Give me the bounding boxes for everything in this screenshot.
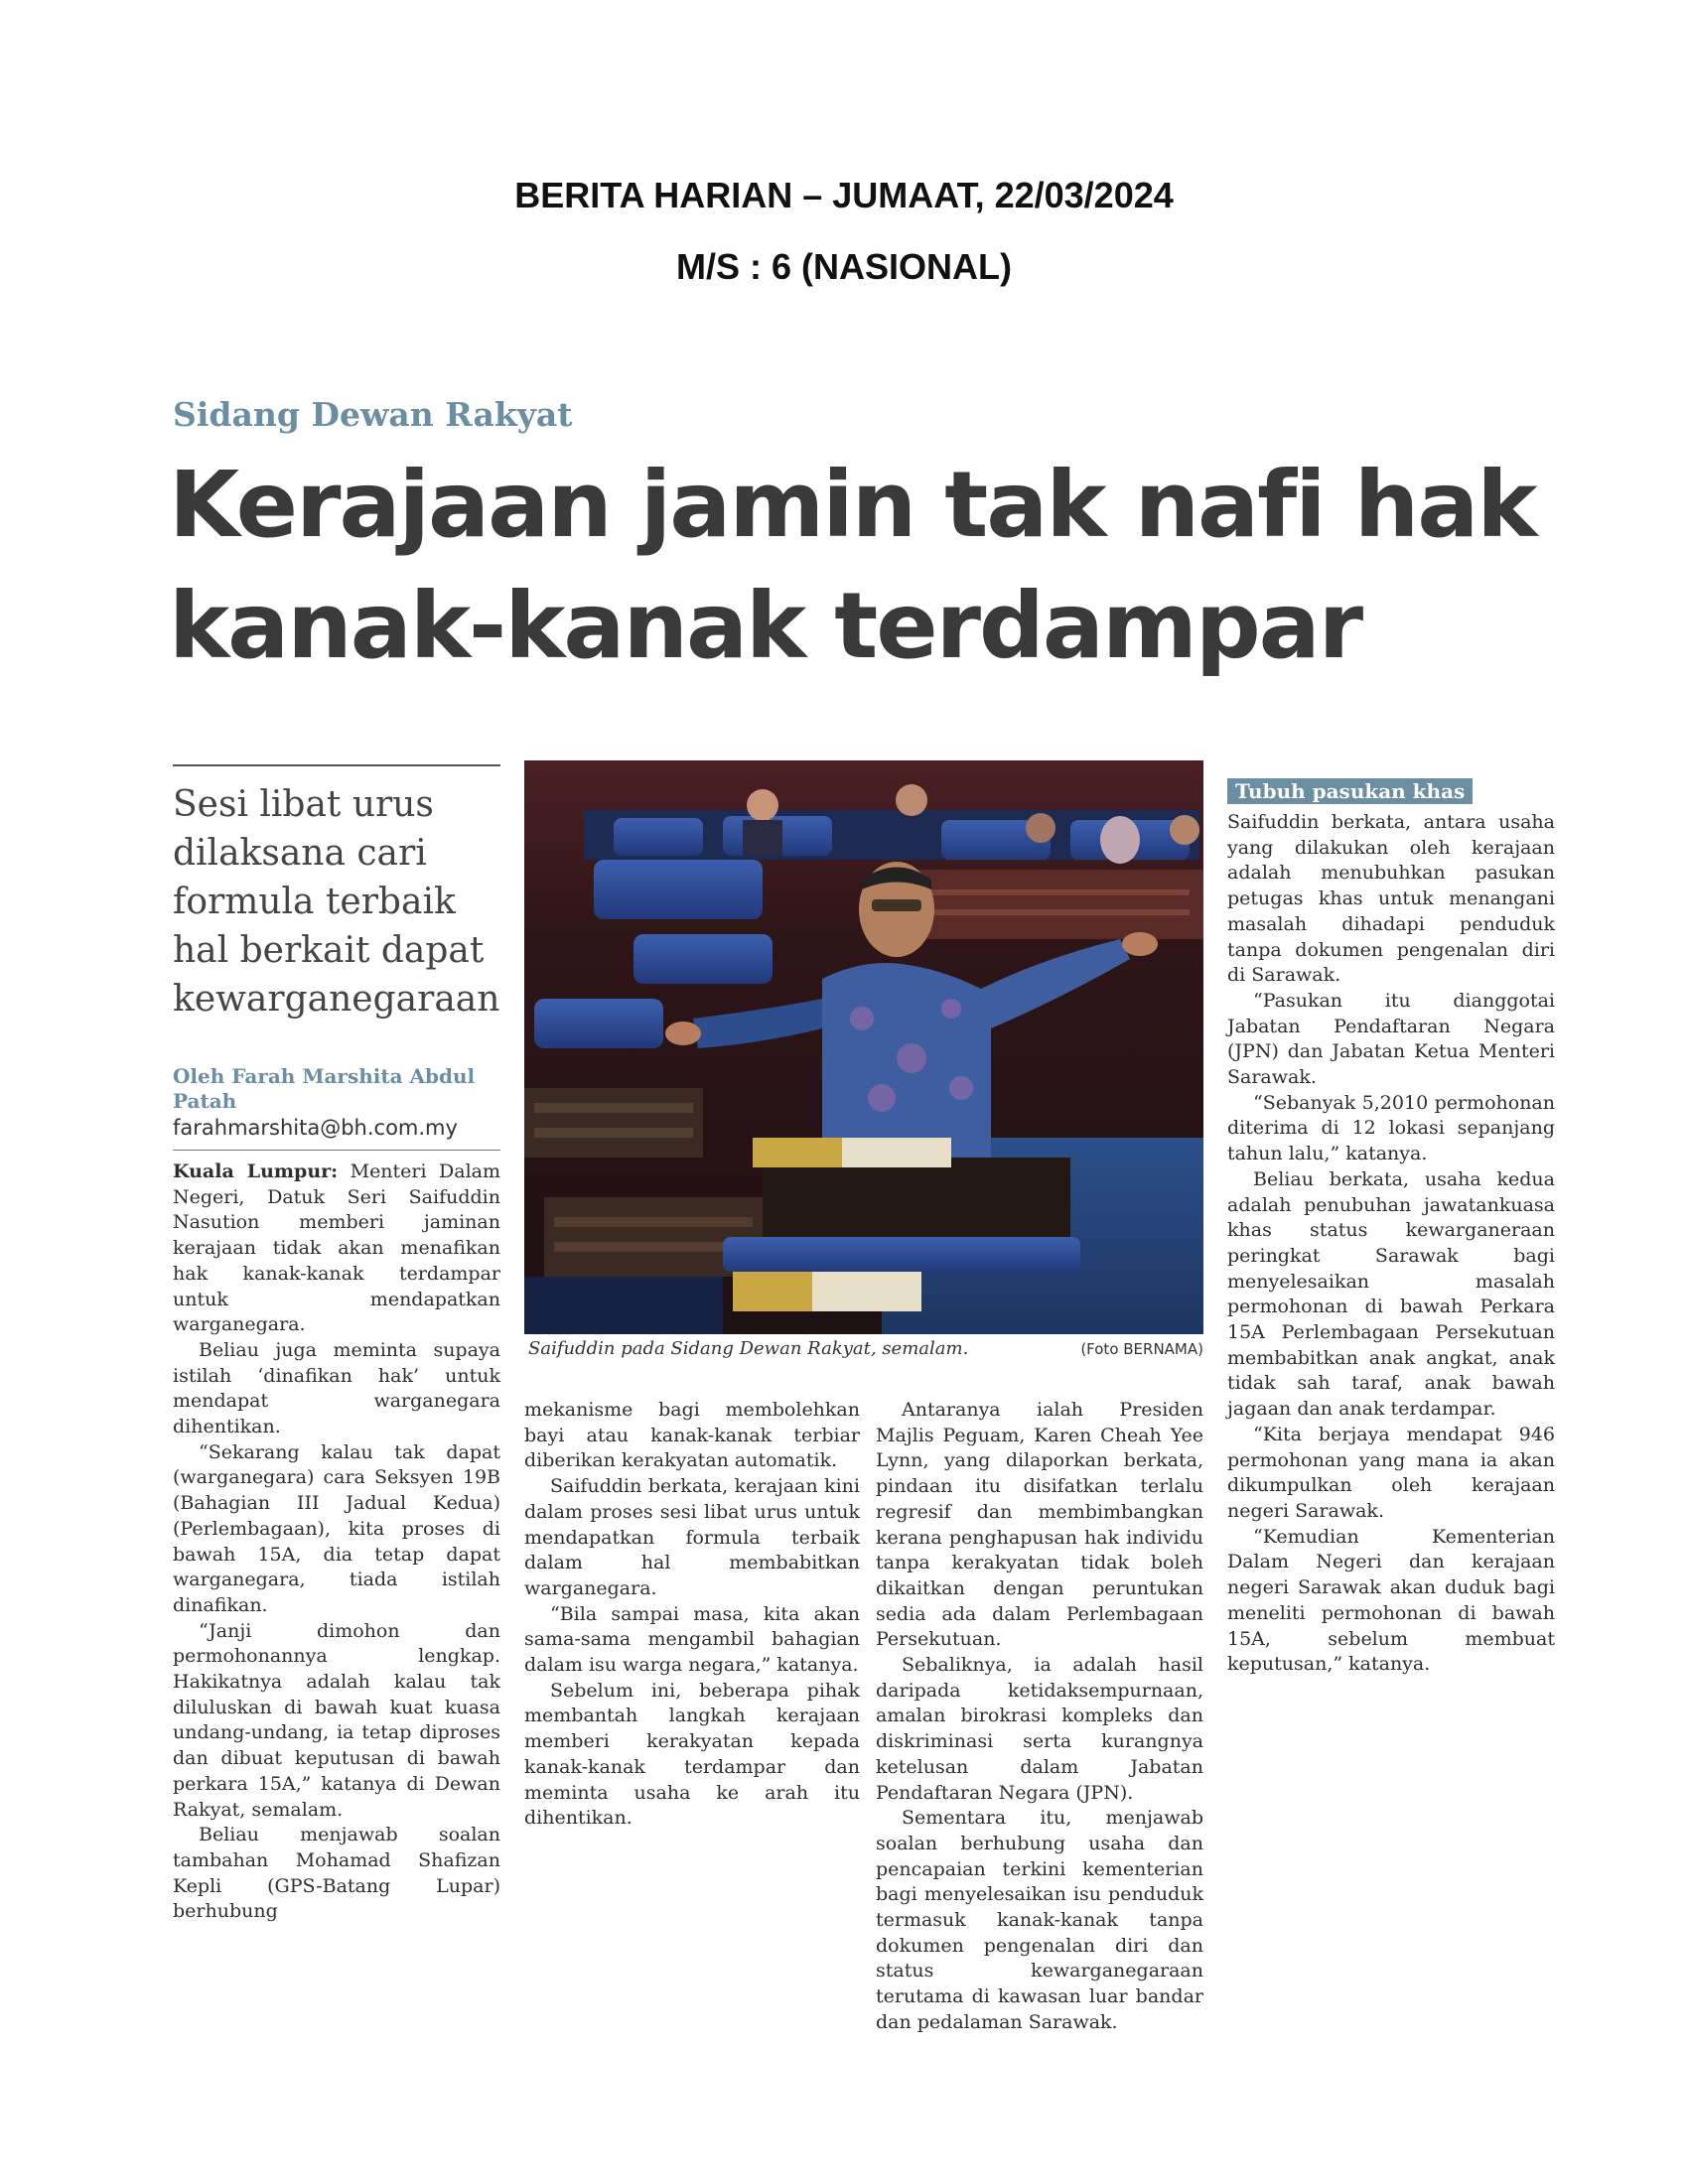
body-column-3 bbox=[876, 1398, 1203, 2033]
body-paragraph: Sebelum ini, beberapa pihak membantah langkah kerajaan memberi kerakyatan kepada kanak-kanak terdampar dan meminta usaha ke arah itu dihentikan. bbox=[524, 1679, 860, 1830]
headline-line-1: Kerajaan jamin tak nafi hak bbox=[169, 452, 1536, 558]
body-paragraph: “Sebanyak 5,2010 permohonan diterima di 12 lokasi sepanjang tahun lalu,” katanya. bbox=[1227, 1091, 1555, 1165]
kicker: Sidang Dewan Rakyat bbox=[173, 395, 573, 434]
deck-line: dilaksana cari bbox=[173, 833, 427, 874]
byline-rule bbox=[173, 1150, 500, 1151]
body-paragraph: Beliau berkata, usaha kedua adalah penubuhan jawatankuasa khas status kewarganeraan peringkat Sarawak bagi menyelesaikan masalah permohonan di bawah Perkara 15A Perlembagaan Persekutuan membabitkan anak angkat, anak tidak sah taraf, anak bawah jagaan dan anak terdampar. bbox=[1227, 1167, 1555, 1421]
deck-line: formula terbaik bbox=[173, 882, 456, 922]
body-paragraph: “Janji dimohon dan permohonannya lengkap. Hakikatnya adalah kalau tak diluluskan di bawah kuat kuasa undang-undang, ia tetap diproses dan dibuat keputusan di bawah perkara 15A,” katanya di Dewan Rakyat, semalam. bbox=[173, 1619, 500, 1821]
deck-line: Sesi libat urus bbox=[173, 784, 434, 825]
body-paragraph: Sebaliknya, ia adalah hasil daripada ketidaksempurnaan, amalan birokrasi kompleks dan diskriminasi serta kurangnya ketelusan dalam Jabatan Pendaftaran Negara (JPN). bbox=[876, 1654, 1203, 1804]
deck-line: kewarganegaraan bbox=[173, 979, 500, 1020]
masthead-title: BERITA HARIAN – JUMAAT, 22/03/2024 bbox=[514, 175, 1174, 215]
byline: Oleh Farah Marshita Abdul Patah bbox=[173, 1064, 476, 1113]
deck-rule bbox=[173, 764, 500, 766]
masthead-page: M/S : 6 (NASIONAL) bbox=[676, 246, 1012, 287]
body-paragraph: Beliau juga meminta supaya istilah ‘dinafikan hak’ untuk mendapat warganegara dihentikan. bbox=[173, 1338, 500, 1438]
body-paragraph bbox=[173, 1160, 500, 1338]
body-paragraph: Saifuddin berkata, antara usaha yang dilakukan oleh kerajaan adalah menubuhkan pasukan petugas khas untuk menangani masalah dihadapi penduduk tanpa dokumen pengenalan diri di Sarawak. bbox=[1227, 811, 1555, 987]
headline bbox=[169, 445, 1559, 687]
news-photo bbox=[524, 760, 1203, 1334]
body-paragraph: Saifuddin berkata, kerajaan kini dalam proses sesi libat urus untuk mendapatkan formula terbaik dalam hal membabitkan warganegara. bbox=[524, 1475, 860, 1599]
body-paragraph: “Kemudian Kementerian Dalam Negeri dan kerajaan negeri Sarawak akan duduk bagi meneliti permohonan di bawah 15A, sebelum membuat keputusan,” katanya. bbox=[1227, 1525, 1555, 1676]
headline-line-2: kanak-kanak terdampar bbox=[169, 573, 1362, 679]
dateline: Kuala Lumpur: bbox=[173, 1160, 339, 1182]
body-paragraph: “Sekarang kalau tak dapat (warganegara) cara Seksyen 19B (Bahagian III Jadual Kedua) (Perlembagaan), kita proses di bawah 15A, dia tetap dapat warganegara, tiada istilah dinafikan. bbox=[173, 1440, 500, 1616]
deck-line: hal berkait dapat bbox=[173, 930, 485, 971]
body-paragraph: “Bila sampai masa, kita akan sama-sama mengambil bahagian dalam isu warga negara,” katanya. bbox=[524, 1602, 860, 1677]
photo-credit: (Foto BERNAMA) bbox=[1080, 1340, 1203, 1358]
photo-illustration bbox=[524, 760, 1203, 1334]
body-paragraph: “Kita berjaya mendapat 946 permohonan yang mana ia akan dikumpulkan oleh kerajaan negeri Sarawak. bbox=[1227, 1423, 1555, 1522]
body-text: Menteri Dalam Negeri, Datuk Seri Saifuddin Nasution memberi jaminan kerajaan tidak akan menafikan hak kanak-kanak terdampar untuk mendapatkan warganegara. bbox=[173, 1160, 501, 1336]
photo-caption-bar bbox=[524, 1338, 1203, 1364]
body-column-1 bbox=[173, 1160, 501, 1923]
subhead: Tubuh pasukan khas bbox=[1227, 778, 1473, 804]
body-paragraph: Beliau menjawab soalan tambahan Mohamad Shafizan Kepli (GPS-Batang Lupar) berhubung bbox=[173, 1824, 500, 1923]
body-column-2 bbox=[524, 1398, 860, 1854]
body-paragraph: Sementara itu, menjawab soalan berhubung usaha dan pencapaian terkini kementerian bagi menyelesaikan isu penduduk termasuk kanak-kanak tanpa dokumen pengenalan diri dan status kewarganegaraan terutama di kawasan luar bandar dan pedalaman Sarawak. bbox=[876, 1807, 1203, 2033]
body-paragraph: mekanisme bagi membolehkan bayi atau kanak-kanak terbiar diberikan kerakyatan automatik. bbox=[524, 1399, 860, 1472]
photo-caption: Saifuddin pada Sidang Dewan Rakyat, semalam. bbox=[528, 1338, 969, 1359]
deck bbox=[173, 780, 510, 1024]
author-email: farahmarshita@bh.com.my bbox=[173, 1116, 458, 1140]
body-paragraph: Antaranya ialah Presiden Majlis Peguam, Karen Cheah Yee Lynn, yang dilaporkan berkata, pindaan itu disifatkan terlalu regresif dan membimbangkan kerana penghapusan hak individu tanpa kerakyatan tidak boleh dikaitkan dengan peruntukan sedia ada dalam Perlembagaan Persekutuan. bbox=[876, 1399, 1203, 1651]
body-paragraph: “Pasukan itu dianggotai Jabatan Pendaftaran Negara (JPN) dan Jabatan Ketua Menteri Sarawak. bbox=[1227, 989, 1555, 1089]
body-column-4 bbox=[1227, 762, 1555, 1854]
